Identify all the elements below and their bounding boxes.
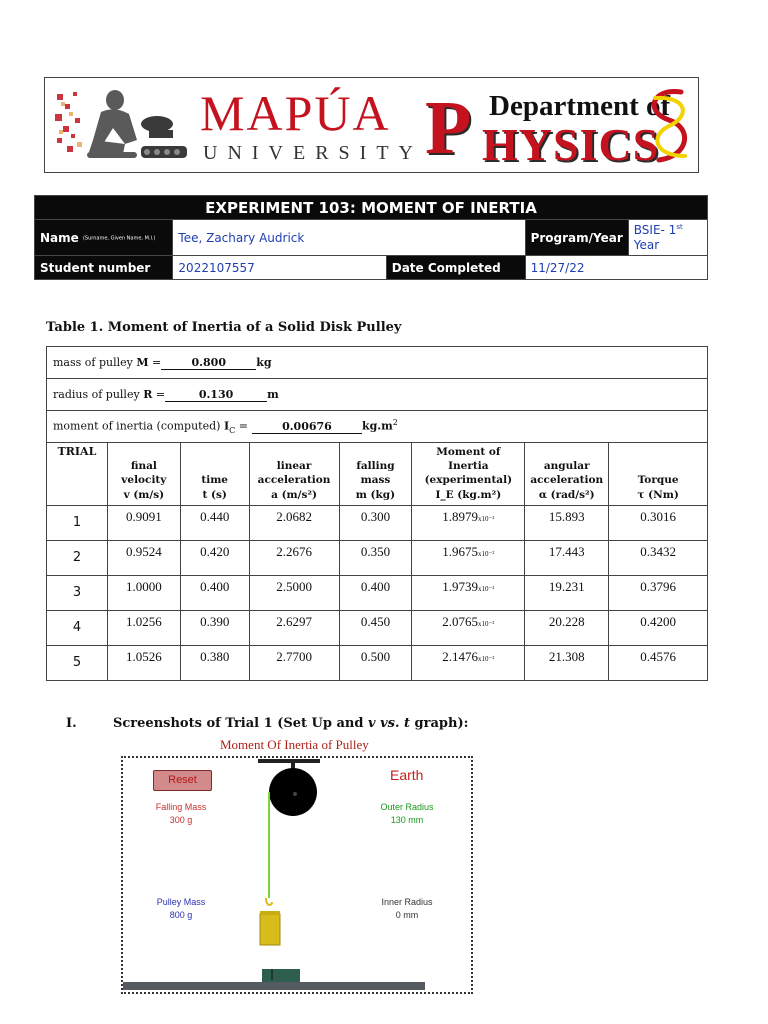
section-number: I. bbox=[66, 716, 77, 731]
table-row: 4 1.0256 0.390 2.6297 0.450 2.0765x10⁻² 20.228 0.4200 bbox=[47, 610, 708, 645]
table-row: 3 1.0000 0.400 2.5000 0.400 1.9739x10⁻² 19.231 0.3796 bbox=[47, 575, 708, 610]
landing-pad bbox=[262, 969, 300, 982]
student-number-value: 2022107557 bbox=[173, 256, 386, 280]
table-row: 5 1.0526 0.380 2.7700 0.500 2.1476x10⁻² 21.308 0.4576 bbox=[47, 645, 708, 680]
program-value-cell bbox=[628, 220, 707, 256]
header-banner bbox=[44, 77, 699, 173]
pulley-mass-unit: kg bbox=[256, 355, 272, 369]
name-label: Name bbox=[40, 230, 79, 245]
physics-initial: P bbox=[425, 86, 472, 170]
simulation-screenshot bbox=[121, 756, 473, 994]
university-name: MAPÚA bbox=[200, 85, 391, 141]
falling-weight-top bbox=[260, 911, 280, 915]
pulley-radius-row: radius of pulley R = 0.130 m bbox=[47, 379, 708, 411]
department-label: Department of bbox=[489, 90, 671, 122]
name-value: Tee, Zachary Audrick bbox=[173, 220, 525, 256]
weight-hook bbox=[266, 898, 272, 905]
header-torque: Torque τ (Nm) bbox=[609, 443, 708, 506]
date-value: 11/27/22 bbox=[525, 256, 707, 280]
pulley-mass-value: 0.800 bbox=[161, 356, 256, 370]
outer-radius-readout: Outer Radius 130 mm bbox=[380, 802, 434, 826]
date-label: Date Completed bbox=[386, 256, 525, 280]
pulley-mass-row: mass of pulley M = 0.800 kg bbox=[47, 347, 708, 379]
header-falling-mass: falling mass m (kg) bbox=[339, 443, 412, 506]
table-header-row bbox=[47, 443, 708, 506]
reset-button[interactable]: Reset bbox=[153, 770, 212, 791]
experiment-title: EXPERIMENT 103: MOMENT OF INERTIA bbox=[35, 196, 708, 220]
name-label-cell bbox=[35, 220, 173, 256]
program-value: BSIE- 1 bbox=[633, 222, 677, 237]
computed-moi-value: 0.00676 bbox=[252, 420, 362, 434]
program-year: Year bbox=[633, 237, 660, 252]
program-sup: st bbox=[676, 222, 683, 231]
section-heading: I. Screenshots of Trial 1 (Set Up and v vs. t graph): bbox=[66, 716, 469, 731]
falling-mass-readout: Falling Mass 300 g bbox=[155, 802, 207, 826]
moment-of-inertia-table bbox=[46, 346, 708, 681]
table1-title: Table 1. Moment of Inertia of a Solid Disk Pulley bbox=[46, 320, 402, 335]
table-row: 1 0.9091 0.440 2.0682 0.300 1.8979x10⁻² 15.893 0.3016 bbox=[47, 505, 708, 540]
student-number-label: Student number bbox=[35, 256, 173, 280]
floor-bar bbox=[123, 982, 425, 990]
pulley-disk bbox=[269, 768, 317, 816]
physics-swirl-logo bbox=[641, 86, 697, 166]
physics-word: HYSICS bbox=[482, 119, 660, 170]
header-linear-acceleration: linear acceleration a (m/s²) bbox=[249, 443, 339, 506]
header-moment-of-inertia: Moment of Inertia (experimental) I_E (kg.m²) bbox=[412, 443, 525, 506]
pulley-radius-value: 0.130 bbox=[165, 388, 267, 402]
header-trial: TRIAL bbox=[47, 443, 108, 506]
falling-weight bbox=[260, 914, 280, 945]
pulley-axle bbox=[293, 792, 297, 796]
computed-moi-row: moment of inertia (computed) $I_C = 0.00676$ $kg.m^2$ bbox=[47, 411, 708, 443]
computed-moi-unit: kg.m bbox=[361, 419, 393, 433]
student-info-table bbox=[34, 195, 708, 280]
university-subtitle: UNIVERSITY bbox=[203, 142, 423, 164]
pulley-mass-readout: Pulley Mass 800 g bbox=[156, 897, 206, 921]
header-angular-acceleration: angular acceleration α (rad/s²) bbox=[525, 443, 609, 506]
planet-label: Earth bbox=[390, 767, 424, 783]
program-label: Program/Year bbox=[525, 220, 628, 256]
inner-radius-readout: Inner Radius 0 mm bbox=[381, 897, 433, 921]
pulley-radius-unit: m bbox=[267, 387, 279, 401]
pulley-apparatus bbox=[123, 758, 473, 994]
mapua-logo-artwork bbox=[53, 84, 191, 168]
pulley-mount-bar bbox=[258, 759, 320, 763]
name-hint: (Surname, Given Name, M.I.) bbox=[82, 235, 156, 241]
table-row: 2 0.9524 0.420 2.2676 0.350 1.9675x10⁻² 17.443 0.3432 bbox=[47, 540, 708, 575]
header-velocity: final velocity v (m/s) bbox=[107, 443, 180, 506]
header-time: time t (s) bbox=[180, 443, 249, 506]
simulation-title: Moment Of Inertia of Pulley bbox=[220, 737, 369, 752]
